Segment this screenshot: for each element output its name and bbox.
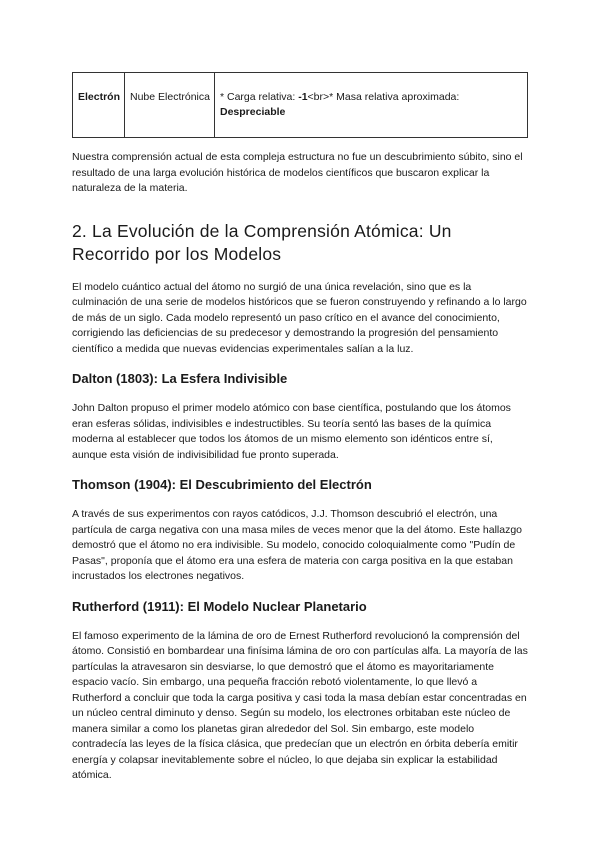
dalton-heading: Dalton (1803): La Esfera Indivisible bbox=[72, 371, 288, 386]
charge-value: -1 bbox=[298, 91, 308, 103]
intro-paragraph: Nuestra comprensión actual de esta compleja estructura no fue un descubrimiento súbito, sino el resultado de una larga evolución histórica de modelos científicos que buscaron explicar la naturaleza de la materia. bbox=[72, 151, 523, 194]
mass-value: Despreciable bbox=[220, 106, 286, 118]
document-page bbox=[72, 72, 528, 784]
particle-location-cell: Nube Electrónica bbox=[125, 73, 215, 138]
table-row bbox=[73, 73, 528, 138]
dalton-paragraph: John Dalton propuso el primer modelo atómico con base científica, postulando que los átomos eran esferas sólidas, indivisibles e indestructibles. Su teoría sentó las bases de la química moderna al establecer que todos los átomos de un mismo elemento son idénticos entre sí, aunque esta visión de indivisibilidad fue pronto superada. bbox=[72, 402, 511, 461]
rutherford-heading: Rutherford (1911): El Modelo Nuclear Planetario bbox=[72, 598, 367, 614]
mass-label: <br>* Masa relativa aproximada: bbox=[307, 91, 460, 103]
thomson-paragraph: A través de sus experimentos con rayos catódicos, J.J. Thomson descubrió el electrón, una partícula de carga negativa con una masa miles de veces menor que la del átomo. Este hallazgo demostró que el átomo no era indivisible. Su modelo, conocido coloquialmente como "Pudín de Pasas", proponía que el átomo era una esfera de materia con carga positiva en la que estaban incrustados los electrones negativos. bbox=[72, 508, 523, 582]
section-paragraph: El modelo cuántico actual del átomo no surgió de una única revelación, sino que es la culminación de una serie de modelos históricos que se fueron construyendo y refinando a lo largo de más de un siglo. Cada modelo representó un paso crítico en el avance del conocimiento, corrigiendo las deficiencias de su predecesor y demostrando la progresión del pensamiento científico a medida que nuevas evidencias experimentales salían a la luz. bbox=[72, 280, 527, 355]
rutherford-paragraph: El famoso experimento de la lámina de oro de Ernest Rutherford revolucionó la comprensión del átomo. Consistió en bombardear una finísima lámina de oro con partículas alfa. La mayoría de las partículas la atravesaron sin desviarse, lo que demostró que el átomo es mayoritariamente espacio vacío. Sin embargo, una pequeña fracción rebotó violentamente, lo que llevó a Rutherford a concluir que toda la carga positiva y casi toda la masa debían estar concentradas en un núcleo central diminuto y denso. Según su modelo, los electrones orbitaban este núcleo de manera similar a como los planetas giran alrededor del Sol. Sin embargo, este modelo contradecía las leyes de la física clásica, que predecían que un electrón en órbita debería emitir energía y colapsar inevitablemente sobre el núcleo, lo que dejaba sin explicar la estabilidad atómica. bbox=[72, 629, 528, 781]
section-heading: 2. La Evolución de la Comprensión Atómica: Un Recorrido por los Modelos bbox=[72, 220, 452, 264]
particle-properties-cell bbox=[215, 73, 528, 138]
charge-label: * Carga relativa: bbox=[220, 91, 299, 103]
particle-name-cell: Electrón bbox=[73, 73, 125, 138]
thomson-heading: Thomson (1904): El Descubrimiento del Electrón bbox=[72, 477, 372, 492]
particle-table bbox=[72, 72, 528, 138]
